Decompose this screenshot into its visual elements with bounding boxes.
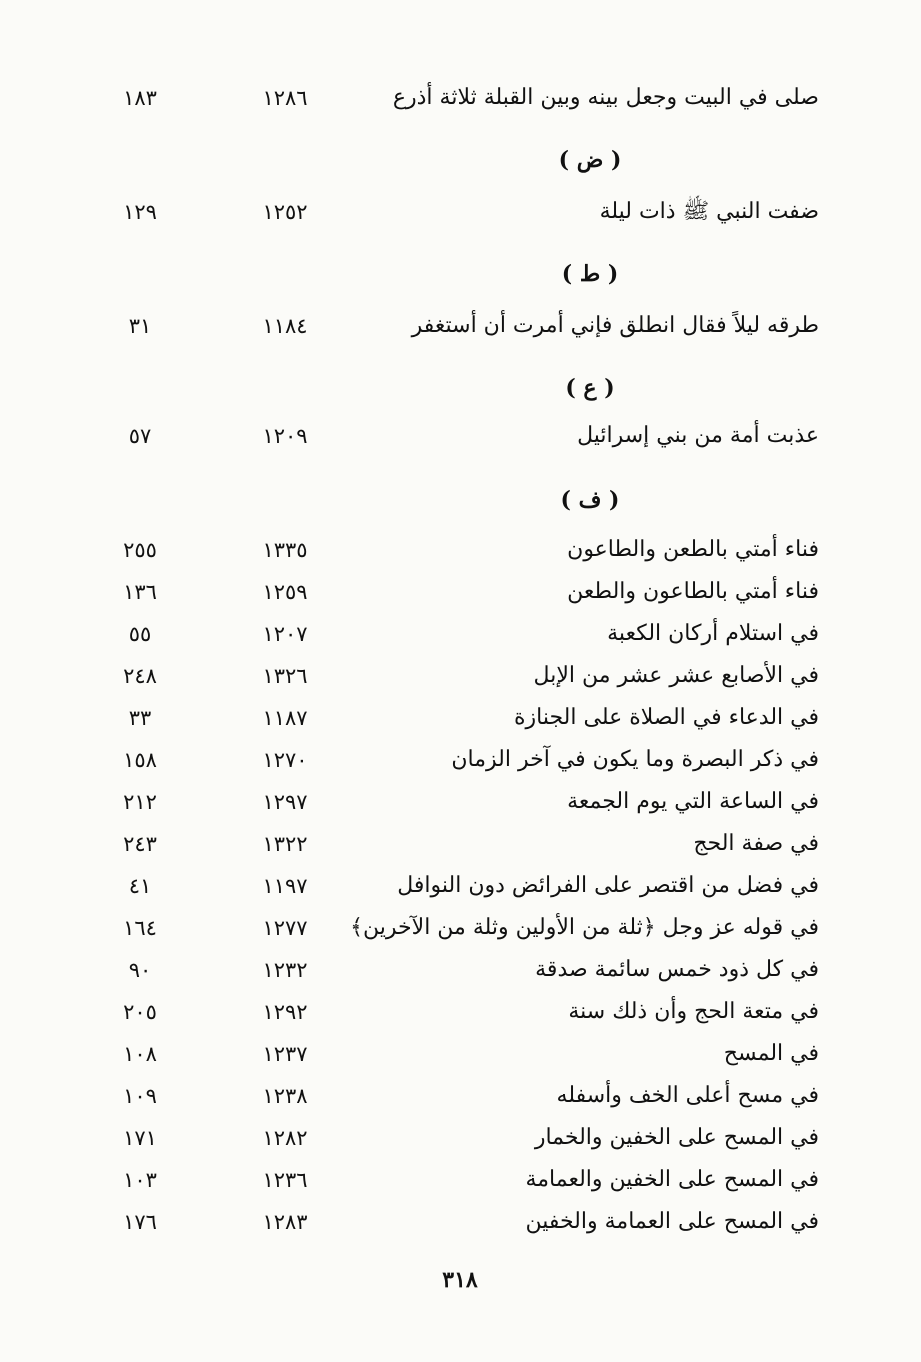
entry-text: في فضل من اقتصر على الفرائض دون النوافل (397, 873, 819, 898)
entry-text: في استلام أركان الكعبة (607, 621, 819, 646)
page-ref: ١٠٨ (123, 1042, 157, 1066)
index-entry (0, 614, 921, 654)
index-entry (0, 908, 921, 948)
index-entry (0, 78, 921, 118)
index-entry (0, 1160, 921, 1200)
hadith-number: ١٢٨٣ (262, 1210, 308, 1234)
hadith-number: ١٣٢٢ (262, 832, 308, 856)
hadith-number: ١٢٣٢ (262, 958, 308, 982)
hadith-number: ١١٩٧ (262, 874, 308, 898)
page-ref: ٢٥٥ (123, 538, 157, 562)
page-ref: ١٢٩ (123, 200, 157, 224)
index-entry (0, 866, 921, 906)
entry-text: في المسح على الخفين والخمار (534, 1125, 819, 1150)
index-entry (0, 192, 921, 232)
index-entry (0, 416, 921, 456)
index-entry (0, 656, 921, 696)
index-entry (0, 698, 921, 738)
index-entry (0, 824, 921, 864)
letter-heading-dad: ( ض ) (558, 147, 622, 173)
hadith-number: ١٢٣٧ (262, 1042, 308, 1066)
index-entry (0, 530, 921, 570)
entry-text: عذبت أمة من بني إسرائيل (577, 423, 819, 448)
entry-text: في ذكر البصرة وما يكون في آخر الزمان (451, 747, 819, 772)
index-entry (0, 1202, 921, 1242)
index-entry (0, 782, 921, 822)
page-ref: ٢٤٨ (123, 664, 157, 688)
page-ref: ١٧١ (123, 1126, 157, 1150)
hadith-number: ١٢٣٨ (262, 1084, 308, 1108)
hadith-number: ١١٨٤ (262, 314, 308, 338)
index-entry (0, 572, 921, 612)
entry-text: فناء أمتي بالطعن والطاعون (567, 537, 819, 562)
hadith-number: ١٢٩٧ (262, 790, 308, 814)
page-ref: ٥٧ (128, 424, 152, 448)
page-ref: ١٠٣ (123, 1168, 157, 1192)
entry-text: في صفة الحج (693, 831, 819, 856)
entry-text: طرقه ليلاً فقال انطلق فإني أمرت أن أستغفر (411, 313, 819, 338)
page-ref: ١٠٩ (123, 1084, 157, 1108)
page-ref: ٤١ (128, 874, 152, 898)
index-entry (0, 950, 921, 990)
entry-text: ضفت النبي ﷺ ذات ليلة (599, 199, 819, 224)
page-ref: ٥٥ (128, 622, 152, 646)
entry-text: في قوله عز وجل ﴿ثلة من الأولين وثلة من الآخرين﴾ (350, 915, 819, 940)
page-ref: ١٦٤ (123, 916, 157, 940)
index-entry (0, 740, 921, 780)
entry-text: صلى في البيت وجعل بينه وبين القبلة ثلاثة أذرع (392, 85, 819, 110)
entry-text: في مسح أعلى الخف وأسفله (556, 1083, 819, 1108)
page-ref: ١٥٨ (123, 748, 157, 772)
entry-text: في الساعة التي يوم الجمعة (567, 789, 819, 814)
page-ref: ٢٤٣ (123, 832, 157, 856)
letter-heading-ain: ( ع ) (565, 375, 615, 401)
hadith-number: ١٢٩٢ (262, 1000, 308, 1024)
hadith-number: ١٢٣٦ (262, 1168, 308, 1192)
hadith-number: ١٢٠٩ (262, 424, 308, 448)
page-ref: ٢٠٥ (123, 1000, 157, 1024)
letter-heading-fa: ( ف ) (560, 487, 620, 513)
hadith-number: ١٣٢٦ (262, 664, 308, 688)
letter-heading-ta: ( ط ) (561, 261, 619, 287)
page-ref: ١٧٦ (123, 1210, 157, 1234)
hadith-number: ١٢٧٠ (262, 748, 308, 772)
entry-text: في المسح على الخفين والعمامة (525, 1167, 819, 1192)
index-entry (0, 1034, 921, 1074)
page-ref: ٩٠ (128, 958, 152, 982)
hadith-number: ١٢٠٧ (262, 622, 308, 646)
page-number: ٣١٨ (442, 1267, 478, 1293)
hadith-number: ١٣٣٥ (262, 538, 308, 562)
hadith-number: ١١٨٧ (262, 706, 308, 730)
index-entry (0, 1076, 921, 1116)
page-ref: ١٣٦ (123, 580, 157, 604)
entry-text: في المسح (723, 1041, 819, 1066)
hadith-number: ١٢٨٢ (262, 1126, 308, 1150)
entry-text: في الدعاء في الصلاة على الجنازة (513, 705, 819, 730)
page-ref: ٣٣ (128, 706, 152, 730)
index-entry (0, 992, 921, 1032)
index-entry (0, 306, 921, 346)
hadith-number: ١٢٥٢ (262, 200, 308, 224)
hadith-number: ١٢٧٧ (262, 916, 308, 940)
entry-text: في المسح على العمامة والخفين (525, 1209, 819, 1234)
entry-text: في كل ذود خمس سائمة صدقة (535, 957, 819, 982)
page-ref: ١٨٣ (123, 86, 157, 110)
entry-text: في الأصابع عشر عشر من الإبل (533, 663, 819, 688)
page-ref: ٢١٢ (123, 790, 157, 814)
entry-text: فناء أمتي بالطاعون والطعن (567, 579, 819, 604)
hadith-number: ١٢٨٦ (262, 86, 308, 110)
page-ref: ٣١ (128, 314, 152, 338)
hadith-number: ١٢٥٩ (262, 580, 308, 604)
index-entry (0, 1118, 921, 1158)
entry-text: في متعة الحج وأن ذلك سنة (568, 999, 819, 1024)
